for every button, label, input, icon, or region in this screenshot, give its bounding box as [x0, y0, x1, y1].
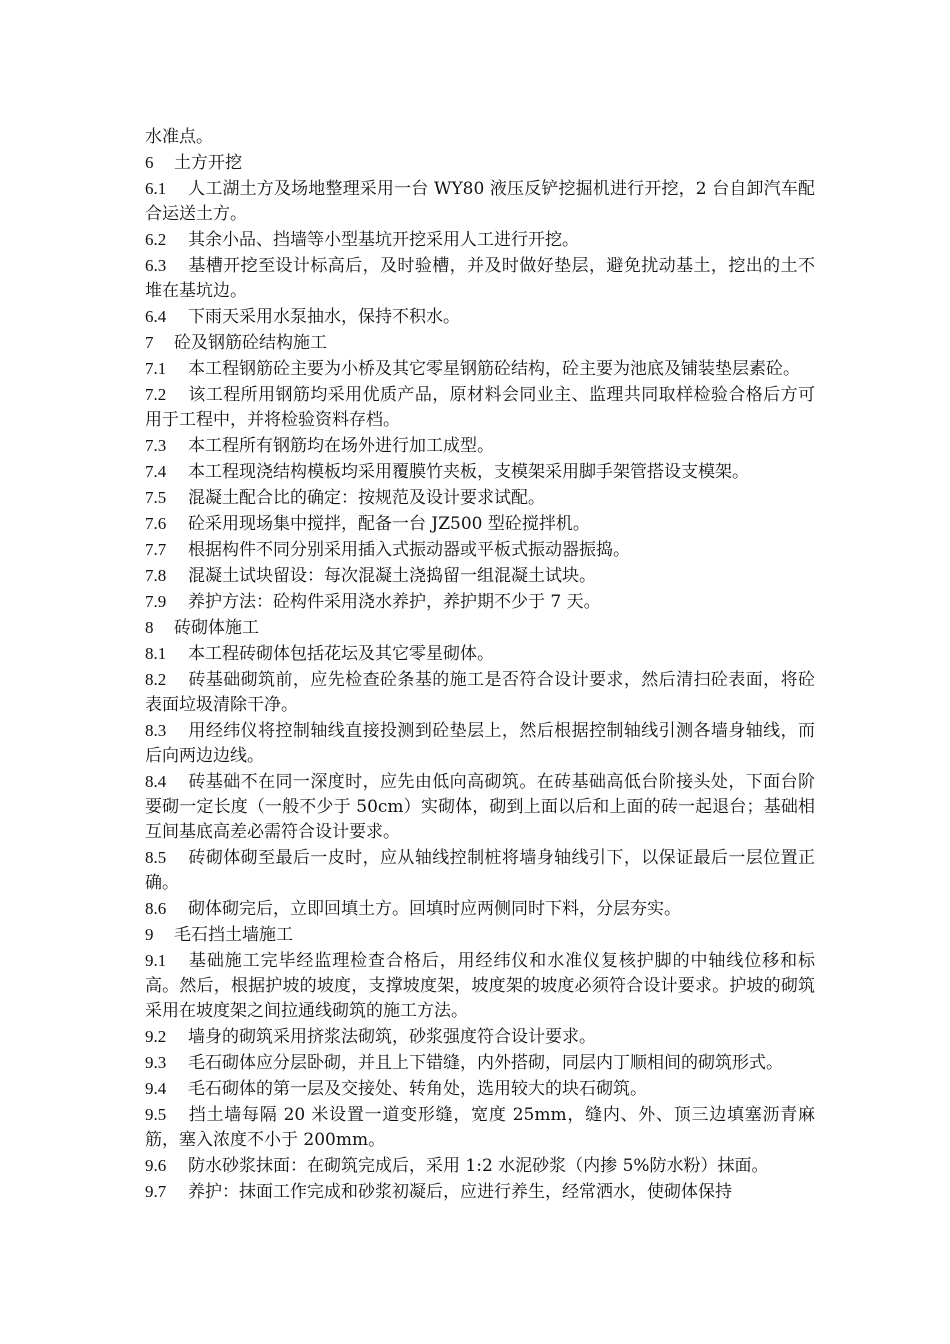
section-number: 8.5 [145, 848, 167, 867]
paragraph-text: 砖砌体施工 [174, 618, 259, 638]
paragraph-text: 根据构件不同分别采用插入式振动器或平板式振动器振捣。 [188, 540, 630, 560]
paragraph [145, 563, 815, 589]
section-number: 8.4 [145, 772, 167, 791]
paragraph-text: 毛石砌体应分层卧砌，并且上下错缝，内外搭砌，同层内丁顺相间的砌筑形式。 [188, 1053, 783, 1073]
section-number: 9.2 [145, 1027, 167, 1046]
paragraph [145, 1024, 815, 1050]
paragraph [145, 125, 815, 150]
paragraph-text: 墙身的砌筑采用挤浆法砌筑，砂浆强度符合设计要求。 [188, 1027, 596, 1047]
paragraph-text: 毛石挡土墙施工 [174, 925, 293, 945]
paragraph-text: 砖基础砌筑前，应先检查砼条基的施工是否符合设计要求，然后清扫砼表面，将砼表面垃圾清除干净。 [145, 670, 815, 715]
paragraph-text: 养护方法：砼构件采用浇水养护，养护期不少于 7 天。 [188, 592, 601, 612]
paragraph [145, 382, 815, 433]
paragraph [145, 176, 815, 227]
paragraph [145, 1102, 815, 1153]
document-body [145, 125, 815, 1205]
paragraph-text: 该工程所用钢筋均采用优质产品，原材料会同业主、监理共同取样检验合格后方可用于工程中，并将检验资料存档。 [145, 385, 815, 430]
paragraph-text: 挡土墙每隔 20 米设置一道变形缝，宽度 25mm，缝内、外、顶三边填塞沥青麻筋，塞入浓度不小于 200mm。 [145, 1105, 815, 1150]
paragraph-text: 防水砂浆抹面：在砌筑完成后，采用 1:2 水泥砂浆（内掺 5%防水粉）抹面。 [188, 1156, 769, 1176]
paragraph-text: 养护：抹面工作完成和砂浆初凝后，应进行养生，经常洒水，使砌体保持 [188, 1182, 732, 1202]
paragraph [145, 511, 815, 537]
paragraph [145, 1179, 815, 1205]
section-number: 7.2 [145, 385, 167, 404]
section-number: 6.3 [145, 256, 167, 275]
paragraph [145, 356, 815, 382]
paragraph-text: 砼及钢筋砼结构施工 [174, 333, 327, 353]
paragraph-text: 土方开挖 [174, 153, 242, 173]
section-heading [145, 150, 815, 176]
paragraph-text: 下雨天采用水泵抽水，保持不积水。 [188, 307, 460, 327]
paragraph-text: 本工程现浇结构模板均采用覆膜竹夹板，支模架采用脚手架管搭设支模架。 [188, 462, 749, 482]
section-number: 7.6 [145, 514, 167, 533]
section-number: 7.1 [145, 359, 167, 378]
paragraph [145, 589, 815, 615]
section-number: 9.5 [145, 1105, 167, 1124]
paragraph [145, 769, 815, 845]
section-heading [145, 615, 815, 641]
section-number: 9.1 [145, 951, 167, 970]
paragraph-text: 基槽开挖至设计标高后，及时验槽，并及时做好垫层，避免扰动基土，挖出的土不堆在基坑边。 [145, 256, 815, 301]
paragraph [145, 1050, 815, 1076]
section-number: 7.9 [145, 592, 167, 611]
paragraph [145, 948, 815, 1024]
paragraph-text: 人工湖土方及场地整理采用一台 WY80 液压反铲挖掘机进行开挖，2 台自卸汽车配合运送土方。 [145, 179, 815, 224]
paragraph-text: 用经纬仪将控制轴线直接投测到砼垫层上，然后根据控制轴线引测各墙身轴线，而后向两边边线。 [145, 721, 815, 766]
paragraph-text: 毛石砌体的第一层及交接处、转角处，选用较大的块石砌筑。 [188, 1079, 647, 1099]
section-heading [145, 330, 815, 356]
paragraph [145, 1076, 815, 1102]
paragraph-text: 砼采用现场集中搅拌，配备一台 JZ500 型砼搅拌机。 [188, 514, 590, 534]
section-number: 8.3 [145, 721, 167, 740]
section-number: 6.4 [145, 307, 167, 326]
section-number: 7.5 [145, 488, 167, 507]
paragraph [145, 304, 815, 330]
section-number: 8.2 [145, 670, 167, 689]
paragraph [145, 433, 815, 459]
paragraph-text: 本工程砖砌体包括花坛及其它零星砌体。 [188, 644, 494, 664]
paragraph-text: 基础施工完毕经监理检查合格后，用经纬仪和水准仪复核护脚的中轴线位移和标高。然后，根据护坡的坡度，支撑坡度架，坡度架的坡度必须符合设计要求。护坡的砌筑采用在坡度架之间拉通线砌筑的施工方法。 [145, 951, 815, 1021]
section-number: 8.1 [145, 644, 167, 663]
section-number: 7.3 [145, 436, 167, 455]
section-number: 6.2 [145, 230, 167, 249]
paragraph-text: 本工程钢筋砼主要为小桥及其它零星钢筋砼结构，砼主要为池底及铺装垫层素砼。 [188, 359, 800, 379]
section-number: 9 [145, 925, 154, 944]
paragraph-text: 混凝土配合比的确定：按规范及设计要求试配。 [188, 488, 545, 508]
paragraph-text: 其余小品、挡墙等小型基坑开挖采用人工进行开挖。 [188, 230, 579, 250]
paragraph [145, 485, 815, 511]
paragraph [145, 896, 815, 922]
paragraph [145, 537, 815, 563]
section-number: 9.3 [145, 1053, 167, 1072]
section-number: 7.8 [145, 566, 167, 585]
section-number: 9.6 [145, 1156, 167, 1175]
paragraph [145, 845, 815, 896]
section-heading [145, 922, 815, 948]
section-number: 9.7 [145, 1182, 167, 1201]
paragraph-text: 水准点。 [145, 127, 213, 147]
paragraph [145, 227, 815, 253]
section-number: 7.7 [145, 540, 167, 559]
paragraph [145, 459, 815, 485]
paragraph-text: 本工程所有钢筋均在场外进行加工成型。 [188, 436, 494, 456]
section-number: 6 [145, 153, 154, 172]
paragraph-text: 砌体砌完后，立即回填土方。回填时应两侧同时下料，分层夯实。 [188, 899, 681, 919]
section-number: 8.6 [145, 899, 167, 918]
section-number: 8 [145, 618, 154, 637]
paragraph-text: 混凝土试块留设：每次混凝土浇捣留一组混凝土试块。 [188, 566, 596, 586]
paragraph [145, 718, 815, 769]
paragraph [145, 253, 815, 304]
paragraph-text: 砖砌体砌至最后一皮时，应从轴线控制桩将墙身轴线引下，以保证最后一层位置正确。 [145, 848, 815, 893]
section-number: 7.4 [145, 462, 167, 481]
section-number: 6.1 [145, 179, 167, 198]
section-number: 7 [145, 333, 154, 352]
paragraph [145, 667, 815, 718]
paragraph [145, 1153, 815, 1179]
paragraph-text: 砖基础不在同一深度时，应先由低向高砌筑。在砖基础高低台阶接头处，下面台阶要砌一定长度（一般不少于 50cm）实砌体，砌到上面以后和上面的砖一起退台；基础相互间基底高差必需符合设计要求。 [145, 772, 815, 842]
paragraph [145, 641, 815, 667]
section-number: 9.4 [145, 1079, 167, 1098]
